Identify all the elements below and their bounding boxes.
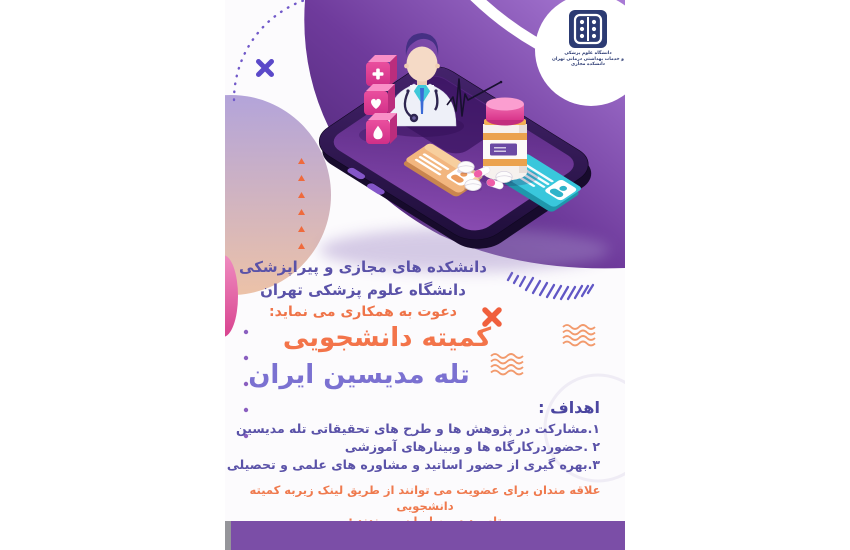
goals-heading: اهداف :	[538, 398, 600, 417]
intro-line-2: دانشگاه علوم پزشکی تهران	[260, 281, 466, 299]
medical-cross-cube	[366, 55, 397, 86]
banner-left-notch	[225, 521, 231, 550]
tablet	[465, 179, 481, 190]
university-emblem-icon	[569, 10, 607, 48]
heart-cube	[364, 84, 395, 115]
purple-x-mark	[259, 62, 272, 75]
logo-caption-line3: دانشکده مجازی	[571, 62, 605, 67]
university-logo	[548, 10, 625, 68]
goal-item-3: ۳.بهره گیری از حضور اساتید و مشاوره های علمی و تحصیلی	[226, 457, 600, 472]
wavy-lines-right	[563, 325, 595, 346]
goal-item-2: ۲ .حضوردرکارگاه ها و وبینارهای آموزشی	[344, 439, 600, 454]
tablet	[458, 161, 474, 172]
bottom-banner	[225, 521, 625, 550]
blood-drop-cube	[366, 113, 397, 144]
goals-section	[226, 398, 600, 474]
poster-title-line-1: کمیته دانشجویی	[282, 323, 492, 353]
intro-line-3: دعوت به همکاری می نماید:	[269, 304, 457, 320]
cta-line-1: علاقه مندان برای عضویت می توانند از طریق لینک زیربه کمیته دانشجویی	[249, 483, 601, 513]
telemedicine-poster	[225, 0, 625, 550]
logo-caption-line1: دانشگاه علوم پزشکی	[564, 51, 612, 56]
intro-line-1: دانشکده های مجازی و پیراپزشکی	[239, 258, 487, 276]
hatch-lines	[508, 273, 593, 299]
goal-item-1: ۱.مشارکت در پژوهش ها و طرح های تحقیقاتی تله مدیسین	[235, 421, 600, 436]
doctor-face	[407, 47, 438, 82]
poster-title-line-2: تله مدیسین ایران	[248, 360, 470, 390]
logo-caption-line2: و خدمات بهداشتی درمانی تهران	[552, 56, 624, 62]
tablet	[496, 171, 512, 182]
